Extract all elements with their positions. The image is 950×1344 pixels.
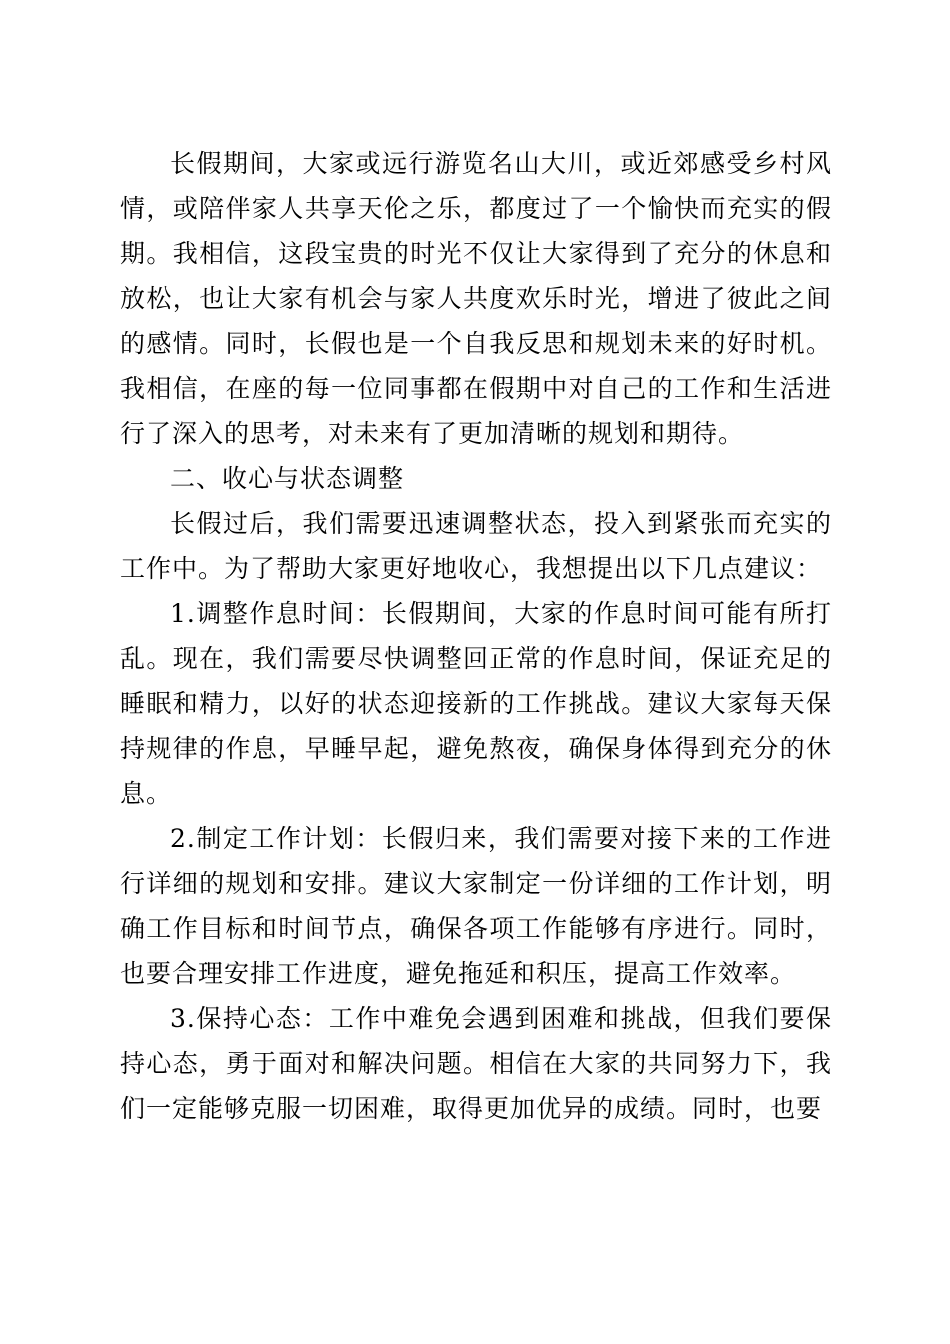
paragraph-suggestion-2: 2.制定工作计划：长假归来，我们需要对接下来的工作进行详细的规划和安排。建议大家制定一份详细的工作计划，明确工作目标和时间节点，确保各项工作能够有序进行。同时，也要合理安排工作进度，避免拖延和积压，提高工作效率。 bbox=[120, 824, 832, 988]
document-page bbox=[120, 141, 832, 1131]
section-heading-adjustment: 二、收心与状态调整 bbox=[170, 464, 405, 493]
paragraph-suggestion-3: 3.保持心态：工作中难免会遇到困难和挑战，但我们要保持心态，勇于面对和解决问题。相信在大家的共同努力下，我们一定能够克服一切困难，取得更加优异的成绩。同时，也要 bbox=[120, 1004, 832, 1123]
paragraph-intro-suggestions: 长假过后，我们需要迅速调整状态，投入到紧张而充实的工作中。为了帮助大家更好地收心，我想提出以下几点建议： bbox=[120, 509, 832, 583]
paragraph-holiday-reflection: 长假期间，大家或远行游览名山大川，或近郊感受乡村风情，或陪伴家人共享天伦之乐，都度过了一个愉快而充实的假期。我相信，这段宝贵的时光不仅让大家得到了充分的休息和放松，也让大家有机会与家人共度欢乐时光，增进了彼此之间的感情。同时，长假也是一个自我反思和规划未来的好时机。我相信，在座的每一位同事都在假期中对自己的工作和生活进行了深入的思考，对未来有了更加清晰的规划和期待。 bbox=[120, 149, 832, 448]
paragraph-suggestion-1: 1.调整作息时间：长假期间，大家的作息时间可能有所打乱。现在，我们需要尽快调整回正常的作息时间，保证充足的睡眠和精力，以好的状态迎接新的工作挑战。建议大家每天保持规律的作息，早睡早起，避免熬夜，确保身体得到充分的休息。 bbox=[120, 599, 832, 808]
